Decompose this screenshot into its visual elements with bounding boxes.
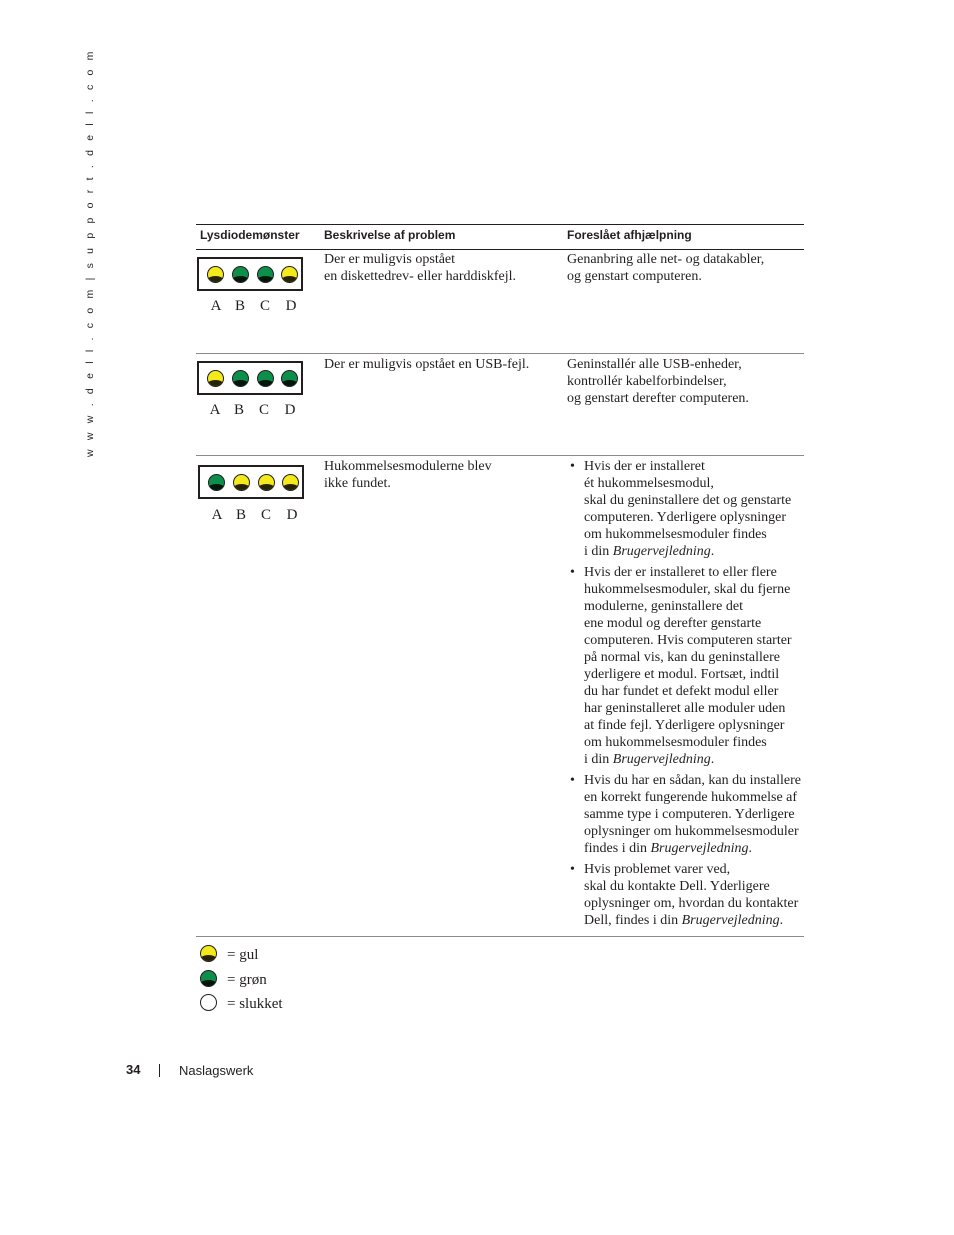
led-b	[233, 474, 250, 491]
remedy-line: ene modul og derefter genstarte	[584, 616, 762, 631]
header-led-pattern: Lysdiodemønster	[200, 228, 300, 242]
remedy-line: yderligere et modul. Fortsæt, indtil	[584, 667, 780, 682]
remedy-line: computeren. Yderligere oplysninger	[584, 510, 787, 525]
letter-a: A	[210, 298, 222, 314]
green-led-icon	[200, 970, 217, 987]
description-line: Der er muligvis opstået	[324, 252, 456, 267]
description-row3	[324, 458, 492, 492]
led-d	[282, 474, 299, 491]
letter-d: D	[285, 298, 297, 314]
remedy-line: og genstart computeren.	[567, 269, 702, 284]
led-d	[281, 370, 298, 387]
remedy-text: .	[710, 544, 715, 559]
manual-title: Brugervejledning	[612, 752, 711, 767]
letter-b: B	[233, 402, 244, 418]
remedy-bullet-list	[567, 458, 801, 933]
off-led-icon	[200, 994, 217, 1011]
remedy-line	[584, 840, 801, 857]
remedy-text: i din	[584, 752, 613, 767]
remedy-line: • Hvis der er installeret to eller flere	[584, 565, 777, 580]
page-number: 34	[126, 1062, 141, 1077]
remedy-line: en korrekt fungerende hukommelse af	[584, 790, 798, 805]
remedy-line: • Hvis problemet varer ved,	[584, 862, 731, 877]
remedy-line: oplysninger om, hvordan du kontakter	[584, 896, 799, 911]
remedy-text: findes i din	[584, 841, 651, 856]
row-divider	[196, 455, 804, 456]
led-a	[207, 370, 224, 387]
led-c	[258, 474, 275, 491]
letter-c: C	[259, 298, 270, 314]
remedy-line: oplysninger om hukommelsesmoduler	[584, 824, 799, 839]
remedy-text: Dell, findes i din	[584, 913, 682, 928]
remedy-bullet-item	[567, 861, 801, 929]
letter-c: C	[260, 507, 271, 523]
remedy-line	[584, 912, 801, 929]
led-c	[257, 266, 274, 283]
letter-d: D	[286, 507, 298, 523]
header-description: Beskrivelse af problem	[324, 228, 456, 242]
remedy-line: modulerne, geninstallere det	[584, 599, 743, 614]
footer-separator	[159, 1064, 160, 1077]
letter-b: B	[234, 298, 245, 314]
yellow-led-icon	[200, 945, 217, 962]
footer-title: Naslagswerk	[179, 1063, 254, 1078]
description-line: ikke fundet.	[324, 476, 391, 491]
description-line: Hukommelsesmodulerne blev	[324, 459, 492, 474]
remedy-line: du har fundet et defekt modul eller	[584, 684, 779, 699]
description-line: en diskettedrev- eller harddiskfejl.	[324, 269, 517, 284]
remedy-row2	[567, 356, 749, 407]
description-line: Der er muligvis opstået en USB-fejl.	[324, 357, 530, 372]
remedy-line: om hukommelsesmoduler findes	[584, 735, 767, 750]
remedy-text: .	[748, 841, 752, 856]
led-b	[232, 266, 249, 283]
led-a	[208, 474, 225, 491]
remedy-line: Geninstallér alle USB-enheder,	[567, 357, 742, 372]
remedy-line: om hukommelsesmoduler findes	[584, 527, 767, 542]
letter-b: B	[235, 507, 246, 523]
remedy-bullet-item	[567, 458, 801, 560]
led-panel-row2	[197, 361, 303, 395]
manual-title: Brugervejledning	[681, 913, 780, 928]
led-panel-row3	[198, 465, 304, 499]
manual-title: Brugervejledning	[612, 544, 711, 559]
description-row2	[324, 356, 529, 373]
legend-off	[200, 991, 283, 1011]
led-panel-row1	[197, 257, 303, 291]
led-c	[257, 370, 274, 387]
remedy-line: på normal vis, kan du geninstallere	[584, 650, 780, 665]
remedy-bullet-item	[567, 772, 801, 857]
legend-green	[200, 967, 267, 987]
remedy-line	[584, 751, 801, 768]
table-top-rule	[196, 224, 804, 225]
remedy-line: • Hvis der er installeret	[584, 459, 705, 474]
legend-yellow	[200, 942, 258, 962]
remedy-text: .	[779, 913, 784, 928]
remedy-line: at finde fejl. Yderligere oplysninger	[584, 718, 785, 733]
remedy-line: • Hvis du har en sådan, kan du installere	[584, 773, 801, 788]
remedy-line: og genstart derefter computeren.	[567, 391, 749, 406]
legend-label: = slukket	[227, 996, 283, 1012]
remedy-line: samme type i computeren. Yderligere	[584, 807, 795, 822]
remedy-line: Genanbring alle net- og datakabler,	[567, 252, 765, 267]
led-b	[232, 370, 249, 387]
led-a	[207, 266, 224, 283]
remedy-bullet-item	[567, 564, 801, 768]
side-url-text: w w w . d e l l . c o m | s u p p o r t . d e l l . c o m	[84, 48, 96, 457]
legend-label: = gul	[227, 947, 259, 963]
table-bottom-rule	[196, 936, 804, 937]
manual-title: Brugervejledning	[650, 841, 749, 856]
remedy-text: i din	[584, 544, 613, 559]
remedy-line: har geninstalleret alle moduler uden	[584, 701, 786, 716]
remedy-line: hukommelsesmoduler, skal du fjerne	[584, 582, 791, 597]
letter-a: A	[209, 402, 221, 418]
legend-label: = grøn	[227, 972, 267, 988]
row-divider	[196, 353, 804, 354]
remedy-line: skal du kontakte Dell. Yderligere	[584, 879, 770, 894]
remedy-line: computeren. Hvis computeren starter	[584, 633, 792, 648]
header-remedy: Foreslået afhjælpning	[567, 228, 692, 242]
remedy-row1	[567, 251, 764, 285]
remedy-line: skal du geninstallere det og genstarte	[584, 493, 792, 508]
letter-a: A	[211, 507, 223, 523]
remedy-line: ét hukommelsesmodul,	[584, 476, 714, 491]
led-d	[281, 266, 298, 283]
remedy-line: kontrollér kabelforbindelser,	[567, 374, 727, 389]
letter-d: D	[284, 402, 296, 418]
description-row1	[324, 251, 516, 285]
letter-c: C	[258, 402, 269, 418]
header-bottom-rule	[196, 249, 804, 250]
remedy-text: .	[710, 752, 715, 767]
remedy-line	[584, 543, 801, 560]
